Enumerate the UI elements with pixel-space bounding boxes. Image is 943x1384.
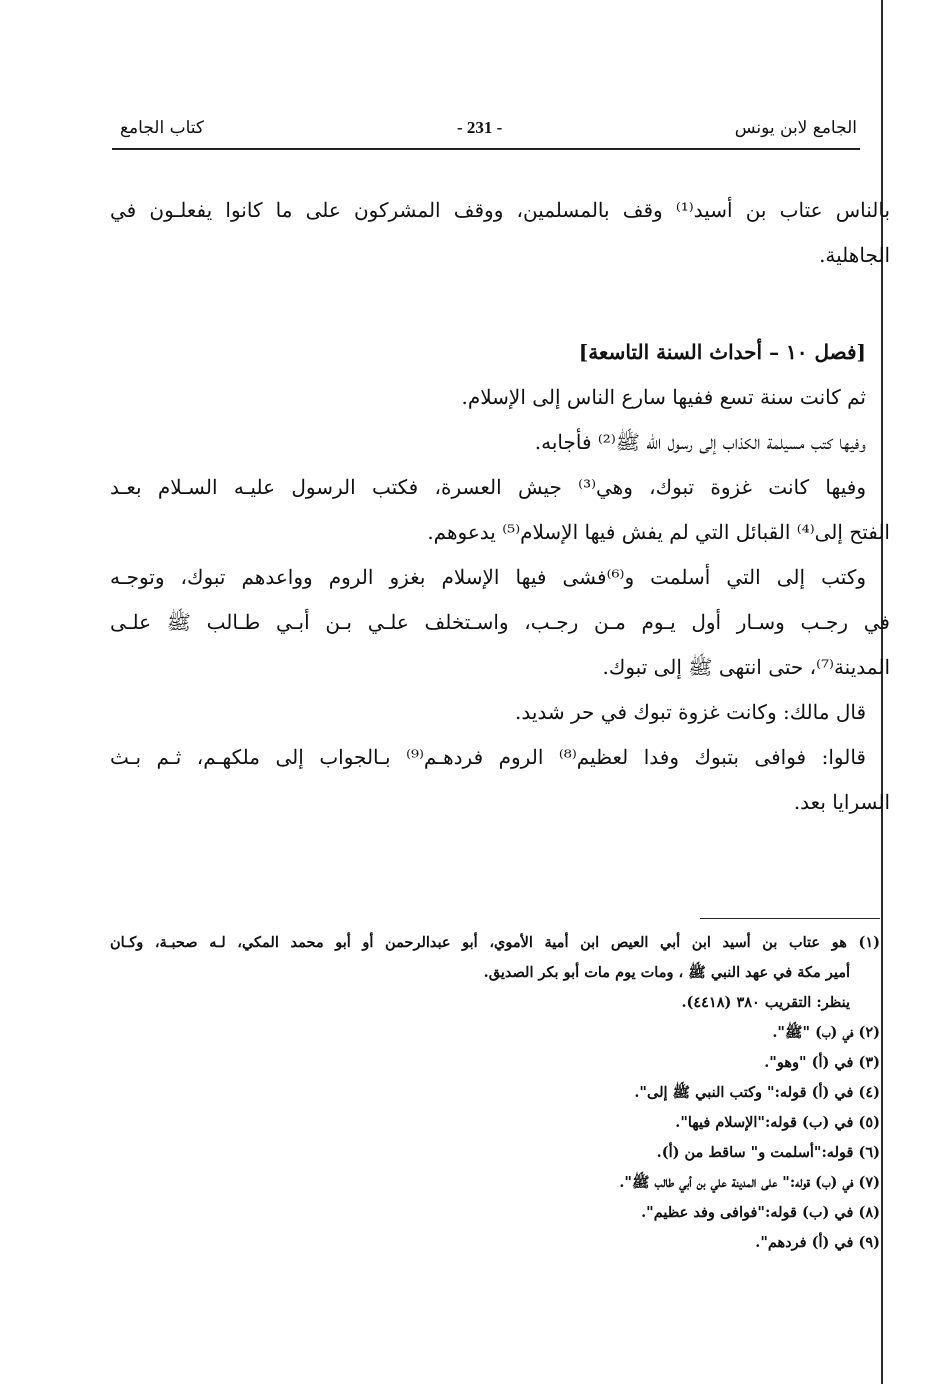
section-line-2: وفيها كتب مسيلمة الكذاب إلى رسول الله ﷺ⁽²⁾ فأجابه. bbox=[534, 430, 866, 454]
page-number: - 231 - bbox=[457, 118, 503, 137]
section-heading: [فصل ١٠ – أحداث السنة التاسعة] bbox=[578, 340, 866, 364]
section-line-7: المدينة⁽⁷⁾، حتى انتهى ﷺ إلى تبوك. bbox=[602, 655, 890, 679]
footnote-9: (٩) في (أ) فردهم". bbox=[755, 1234, 880, 1251]
section-line-6: في رجـب وسـار أول يـوم مـن رجـب، واسـتخلف علـي بـن أبـي طـالب ﷺ علـى bbox=[110, 610, 890, 634]
paragraph-gap bbox=[110, 278, 890, 330]
running-header bbox=[112, 118, 857, 148]
footnote-6: (٦) قوله:"أسلمت و" ساقط من (أ). bbox=[656, 1144, 880, 1161]
footnote-3: (٣) في (أ) "وهو". bbox=[764, 1054, 880, 1071]
section-line-5: وكتب إلى التي أسلمت و⁽⁶⁾فشى فيها الإسلام بغزو الروم وواعدهم تبوك، وتوجـه bbox=[110, 565, 866, 589]
footnote-1: (١) هو عتاب بن أسيد ابن أبي العيص ابن أمية الأموي، أبو عبدالرحمن أو أبو محمد المكي، لـه صحبـة، وكـان bbox=[110, 934, 880, 951]
body-line-1: بالناس عتاب بن أسيد⁽¹⁾ وقف بالمسلمين، ووقف المشركون على ما كانوا يفعلـون في bbox=[110, 198, 891, 222]
footnote-1-ref: ينظر: التقريب ٣٨٠ (٤٤١٨). bbox=[681, 994, 850, 1011]
footnote-1-cont: أمير مكة في عهد النبي ﷺ ، ومات يوم مات أبو بكر الصديق. bbox=[483, 964, 850, 981]
footnote-8: (٨) في (ب) قوله:"فوافى وفد عظيم". bbox=[641, 1204, 880, 1221]
section-line-9: قالوا: فوافى بتبوك وفدا لعظيم⁽⁸⁾ الروم فردهـم⁽⁹⁾ بـالجواب إلى ملكهـم، ثـم بـث bbox=[110, 745, 866, 769]
footnote-7: (٧) في (ب) قوله:" على المدينة علي بن أبي طالب ﷺ". bbox=[619, 1174, 880, 1191]
section-line-10: السرايا بعد. bbox=[793, 790, 890, 814]
section-line-3: وفيها كانت غزوة تبوك، وهي⁽³⁾ جيش العسرة، فكتب الرسول عليـه السـلام بعـد bbox=[110, 475, 866, 499]
header-book-title: الجامع لابن يونس bbox=[734, 118, 857, 138]
footnote-2: (٢) في (ب) "ﷺ". bbox=[772, 1024, 880, 1041]
section-line-8: قال مالك: وكانت غزوة تبوك في حر شديد. bbox=[514, 700, 866, 724]
section-line-1: ثم كانت سنة تسع ففيها سارع الناس إلى الإسلام. bbox=[461, 385, 866, 409]
footnote-rule bbox=[700, 918, 880, 919]
header-rule bbox=[112, 148, 860, 150]
body-line-2: الجاهلية. bbox=[819, 243, 890, 267]
footnote-5: (٥) في (ب) قوله:"الإسلام فيها". bbox=[675, 1114, 880, 1131]
header-section-title: كتاب الجامع bbox=[120, 118, 205, 138]
main-text bbox=[110, 188, 890, 825]
section-line-4: الفتح إلى⁽⁴⁾ القبائل التي لم يفش فيها الإسلام⁽⁵⁾ يدعوهم. bbox=[427, 520, 890, 544]
footnotes bbox=[110, 928, 880, 1258]
footnote-4: (٤) في (أ) قوله:" وكتب النبي ﷺ إلى". bbox=[634, 1084, 880, 1101]
